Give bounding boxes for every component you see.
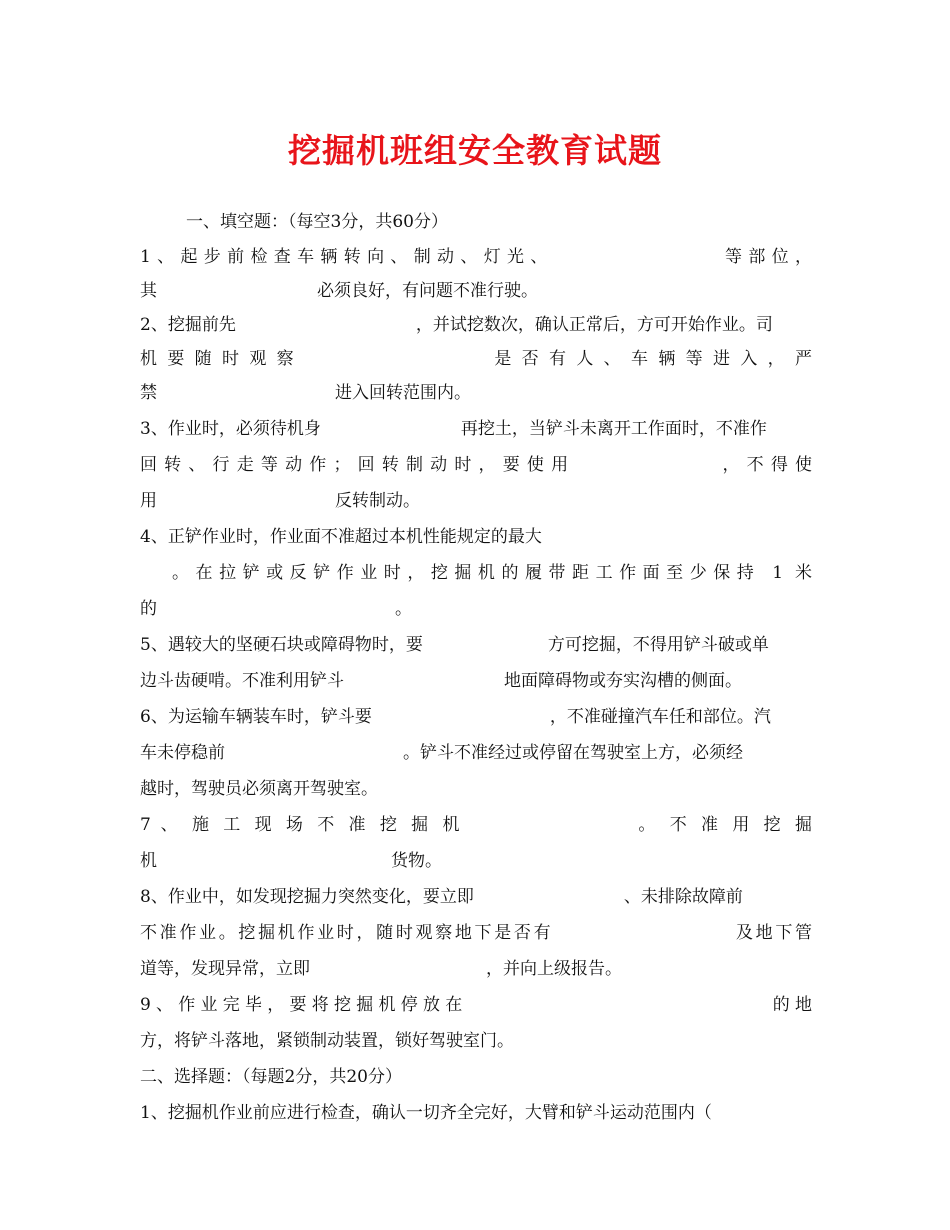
question-line: 机要随时观察 是否有人、车辆等进入，严 xyxy=(140,349,812,369)
question-line: 3、作业时，必须待机身 再挖土，当铲斗未离开工作面时，不准作 xyxy=(140,419,767,439)
question-line: 车未停稳前 。铲斗不准经过或停留在驾驶室上方，必须经 xyxy=(140,743,743,763)
question-line: 禁 进入回转范围内。 xyxy=(140,383,471,403)
question-line: 的 。 xyxy=(140,599,412,619)
question-line: 2、挖掘前先 ，并试挖数次，确认正常后，方可开始作业。司 xyxy=(140,315,773,335)
question-line: 1、挖掘机作业前应进行检查，确认一切齐全完好，大臂和铲斗运动范围内（ xyxy=(140,1103,712,1123)
question-line: 边斗齿硬啃。不准利用铲斗 地面障碍物或夯实沟槽的侧面。 xyxy=(140,671,742,691)
question-line: 越时，驾驶员必须离开驾驶室。 xyxy=(140,779,378,799)
question-line: 6、为运输车辆装车时，铲斗要 ，不准碰撞汽车任和部位。汽 xyxy=(140,707,771,727)
question-line: 5、遇较大的坚硬石块或障碍物时，要 方可挖掘，不得用铲斗破或单 xyxy=(140,635,769,655)
document-title: 挖掘机班组安全教育试题 xyxy=(288,131,662,170)
section-choice-heading: 二、选择题：（每题2分，共20分） xyxy=(140,1067,402,1087)
question-line: 1、起步前检查车辆转向、制动、灯光、 等部位， xyxy=(140,247,812,267)
question-line: 回转、行走等动作；回转制动时，要使用 ，不得使 xyxy=(140,455,812,475)
question-line: 4、正铲作业时，作业面不准超过本机性能规定的最大 xyxy=(140,527,542,547)
question-line: 7 、 施 工 现 场 不 准 挖 掘 机 。 不 准 用 挖 掘 xyxy=(140,815,812,835)
question-line: 机 货物。 xyxy=(140,851,442,871)
question-line: 。在拉铲或反铲作业时，挖掘机的履带距工作面至少保持 1 米 xyxy=(172,563,812,583)
question-line: 方，将铲斗落地，紧锁制动装置，锁好驾驶室门。 xyxy=(140,1031,514,1051)
section-fill-in-heading: 一、填空题：（每空3分，共60分） xyxy=(186,212,448,232)
question-line: 不准作业。挖掘机作业时，随时观察地下是否有 及地下管 xyxy=(140,923,812,943)
question-line: 8、作业中，如发现挖掘力突然变化，要立即 、未排除故障前 xyxy=(140,887,743,907)
question-line: 9、作业完毕，要将挖掘机停放在 的地 xyxy=(140,995,812,1015)
question-line: 用 反转制动。 xyxy=(140,491,420,511)
question-line: 其 必须良好，有问题不准行驶。 xyxy=(140,281,538,301)
question-line: 道等，发现异常，立即 ，并向上级报告。 xyxy=(140,959,622,979)
